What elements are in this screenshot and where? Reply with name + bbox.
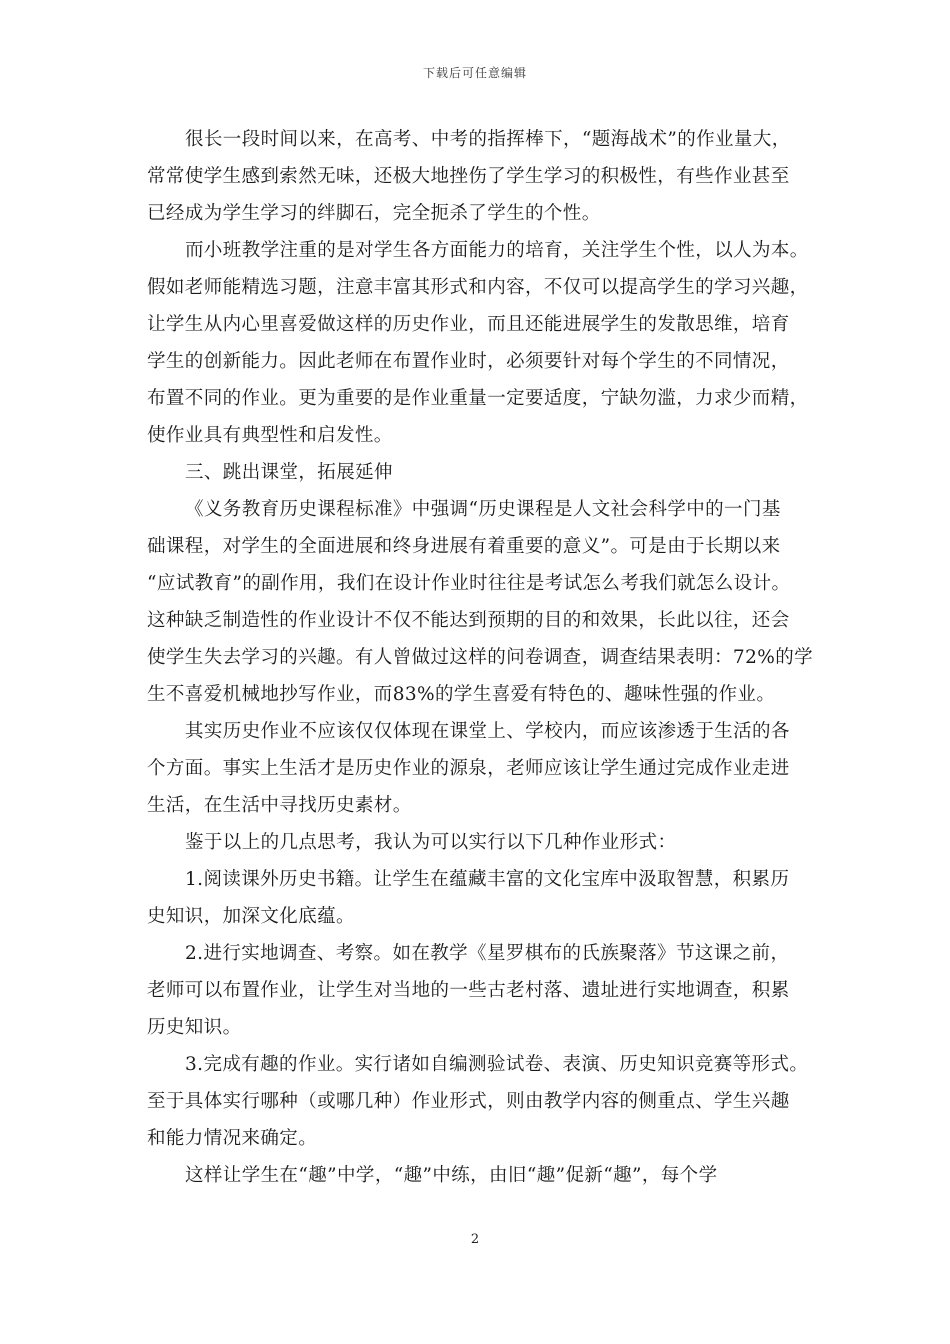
text-line: 假如老师能精选习题，注意丰富其形式和内容，不仅可以提高学生的学习兴趣， — [147, 277, 809, 298]
text-line: 个方面。事实上生活才是历史作业的源泉，老师应该让学生通过完成作业走进 — [147, 758, 790, 779]
text-line: 鉴于以上的几点思考，我认为可以实行以下几种作业形式： — [185, 832, 677, 853]
page-header: 下载后可任意编辑 — [422, 66, 527, 80]
text-line: 1.阅读课外历史书籍。让学生在蕴藏丰富的文化宝库中汲取智慧，积累历 — [185, 869, 790, 890]
text-line: 生活，在生活中寻找历史素材。 — [147, 795, 412, 816]
text-line: 至于具体实行哪种（或哪几种）作业形式，则由教学内容的侧重点、学生兴趣 — [147, 1091, 790, 1112]
text-line: 三、跳出课堂，拓展延伸 — [185, 462, 393, 483]
text-line: 生不喜爱机械地抄写作业，而83%的学生喜爱有特色的、趣味性强的作业。 — [147, 684, 776, 705]
text-line: 而小班教学注重的是对学生各方面能力的培育，关注学生个性，以人为本。 — [185, 240, 809, 261]
text-line: 常常使学生感到索然无味，还极大地挫伤了学生学习的积极性，有些作业甚至 — [147, 166, 790, 187]
text-line: 史知识，加深文化底蕴。 — [147, 906, 355, 927]
text-line: 和能力情况来确定。 — [147, 1128, 318, 1149]
text-line: 这种缺乏制造性的作业设计不仅不能达到预期的目的和效果，长此以往，还会 — [147, 610, 790, 631]
text-line: 3.完成有趣的作业。实行诸如自编测验试卷、表演、历史知识竞赛等形式。 — [185, 1054, 809, 1075]
text-line: 历史知识。 — [147, 1017, 242, 1038]
text-line: 使学生失去学习的兴趣。有人曾做过这样的问卷调查，调查结果表明：72%的学 — [147, 647, 814, 668]
text-line: 2.进行实地调查、考察。如在教学《星罗棋布的氏族聚落》节这课之前， — [185, 943, 790, 964]
text-line: 很长一段时间以来，在高考、中考的指挥棒下，“题海战术”的作业量大， — [185, 129, 791, 150]
text-line: 这样让学生在“趣”中学，“趣”中练，由旧“趣”促新“趣”，每个学 — [185, 1165, 718, 1186]
text-line: 已经成为学生学习的绊脚石，完全扼杀了学生的个性。 — [147, 203, 601, 224]
text-line: 其实历史作业不应该仅仅体现在课堂上、学校内，而应该渗透于生活的各 — [185, 721, 790, 742]
text-line: “应试教育”的副作用，我们在设计作业时往往是考试怎么考我们就怎么设计。 — [147, 573, 791, 594]
text-line: 学生的创新能力。因此老师在布置作业时，必须要针对每个学生的不同情况， — [147, 351, 790, 372]
text-line: 布置不同的作业。更为重要的是作业重量一定要适度，宁缺勿滥，力求少而精， — [147, 388, 809, 409]
text-line: 《义务教育历史课程标准》中强调“历史课程是人文社会科学中的一门基 — [185, 499, 781, 520]
page-number: 2 — [470, 1232, 480, 1247]
text-line: 老师可以布置作业，让学生对当地的一些古老村落、遗址进行实地调查，积累 — [147, 980, 790, 1001]
text-line: 让学生从内心里喜爱做这样的历史作业，而且还能进展学生的发散思维，培育 — [147, 314, 790, 335]
document-body — [147, 121, 814, 1194]
text-line: 础课程，对学生的全面进展和终身进展有着重要的意义”。可是由于长期以来 — [147, 536, 781, 557]
text-line: 使作业具有典型性和启发性。 — [147, 425, 393, 446]
